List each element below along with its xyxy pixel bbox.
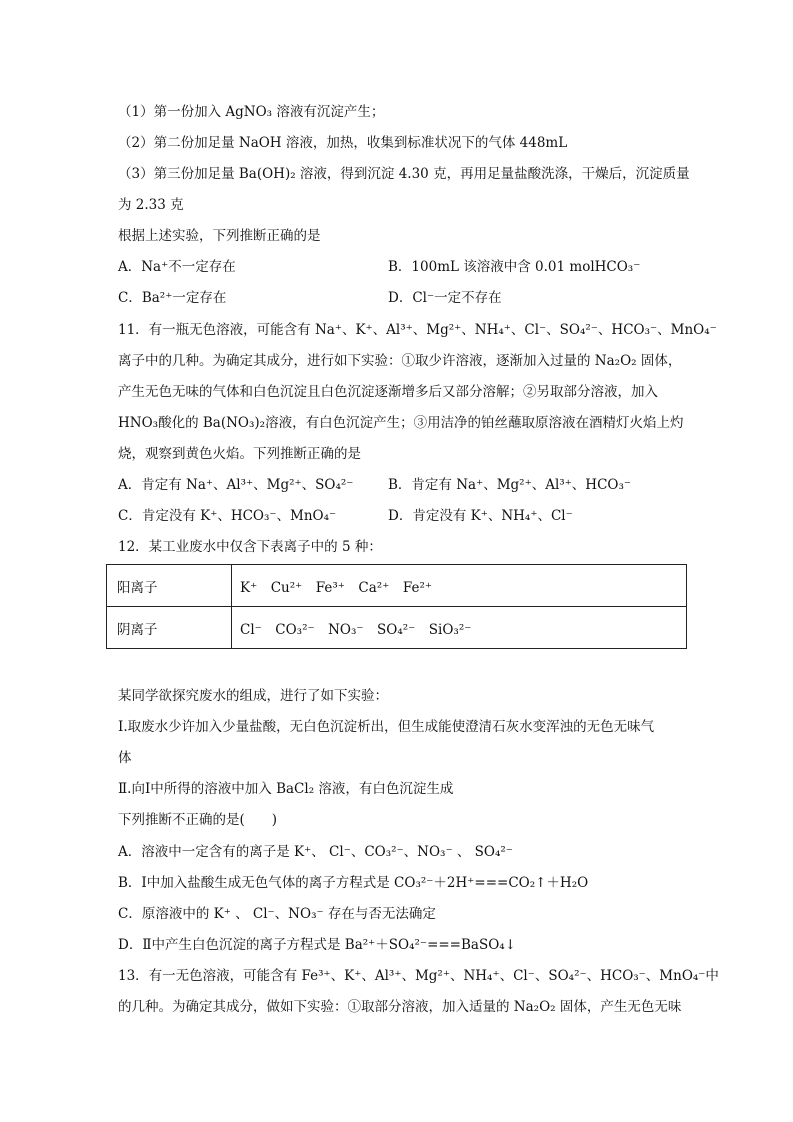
q12-exp-1-cont: 体 xyxy=(118,750,132,766)
ion-table xyxy=(106,564,687,649)
q13-stem-1: 13．有一无色溶液，可能含有 Fe³⁺、K⁺、Al³⁺、Mg²⁺、NH₄⁺、Cl⁻、SO₄²⁻、HCO₃⁻、MnO₄⁻中 xyxy=(118,968,719,984)
q12-option-b: B．Ⅰ中加入盐酸生成无色气体的离子方程式是 CO₃²⁻＋2H⁺===CO₂↑＋H₂O xyxy=(118,875,589,891)
q11-stem-1: 11．有一瓶无色溶液，可能含有 Na⁺、K⁺、Al³⁺、Mg²⁺、NH₄⁺、Cl⁻、SO₄²⁻、HCO₃⁻、MnO₄⁻ xyxy=(118,322,717,338)
q10-option-a: A．Na⁺不一定存在 xyxy=(118,259,236,275)
q12-intro: 某同学欲探究废水的组成，进行了如下实验： xyxy=(118,688,388,704)
q11-option-d: D．肯定没有 K⁺、NH₄⁺、Cl⁻ xyxy=(388,508,573,524)
q11-stem-2: 离子中的几种。为确定其成分，进行如下实验：①取少许溶液，逐渐加入过量的 Na₂O₂ 固体， xyxy=(118,353,682,369)
q12-exp-1: Ⅰ.取废水少许加入少量盐酸，无白色沉淀析出，但生成能使澄清石灰水变浑浊的无色无味气 xyxy=(118,719,655,735)
anion-header: 阴离子 xyxy=(107,607,232,649)
q12-stem: 12．某工业废水中仅含下表离子中的 5 种： xyxy=(118,539,382,555)
table-row xyxy=(107,607,687,649)
q11-stem-5: 烧，观察到黄色火焰。下列推断正确的是 xyxy=(118,446,361,462)
cation-header: 阳离子 xyxy=(107,565,232,607)
q11-option-c: C．肯定没有 K⁺、HCO₃⁻、MnO₄⁻ xyxy=(118,508,337,524)
q10-option-b: B．100mL 该溶液中含 0.01 molHCO₃⁻ xyxy=(388,259,641,275)
question-prompt: 根据上述实验，下列推断正确的是 xyxy=(118,228,321,244)
cation-values: K⁺ Cu²⁺ Fe³⁺ Ca²⁺ Fe²⁺ xyxy=(232,565,687,607)
q12-question: 下列推断不正确的是( ) xyxy=(118,812,278,828)
q11-option-a: A．肯定有 Na⁺、Al³⁺、Mg²⁺、SO₄²⁻ xyxy=(118,477,354,493)
q11-stem-4: HNO₃酸化的 Ba(NO₃)₂溶液，有白色沉淀产生；③用洁净的铂丝蘸取原溶液在酒精灯火焰上灼 xyxy=(118,415,684,431)
q12-exp-2: Ⅱ.向Ⅰ中所得的溶液中加入 BaCl₂ 溶液，有白色沉淀生成 xyxy=(118,781,454,797)
q12-option-c: C．原溶液中的 K⁺ 、 Cl⁻、NO₃⁻ 存在与否无法确定 xyxy=(118,906,436,922)
anion-values: Cl⁻ CO₃²⁻ NO₃⁻ SO₄²⁻ SiO₃²⁻ xyxy=(232,607,687,649)
q10-option-c: C．Ba²⁺一定存在 xyxy=(118,290,227,306)
q11-stem-3: 产生无色无味的气体和白色沉淀且白色沉淀逐渐增多后又部分溶解；②另取部分溶液，加入 xyxy=(118,384,658,400)
table-row xyxy=(107,565,687,607)
experiment-step-2: （2）第二份加足量 NaOH 溶液，加热，收集到标准状况下的气体 448mL xyxy=(118,135,568,151)
q13-stem-2: 的几种。为确定其成分，做如下实验：①取部分溶液，加入适量的 Na₂O₂ 固体，产生无色无味 xyxy=(118,999,682,1015)
q11-option-b: B．肯定有 Na⁺、Mg²⁺、Al³⁺、HCO₃⁻ xyxy=(388,477,632,493)
q12-option-d: D．Ⅱ中产生白色沉淀的离子方程式是 Ba²⁺＋SO₄²⁻===BaSO₄↓ xyxy=(118,937,517,953)
experiment-step-3: （3）第三份加足量 Ba(OH)₂ 溶液，得到沉淀 4.30 克，再用足量盐酸洗涤，干燥后，沉淀质量 xyxy=(118,166,690,182)
q10-option-d: D．Cl⁻一定不存在 xyxy=(388,290,502,306)
experiment-step-3-cont: 为 2.33 克 xyxy=(118,197,184,213)
experiment-step-1: （1）第一份加入 AgNO₃ 溶液有沉淀产生； xyxy=(118,104,385,120)
q12-option-a: A．溶液中一定含有的离子是 K⁺、 Cl⁻、CO₃²⁻、NO₃⁻ 、 SO₄²⁻ xyxy=(118,844,513,860)
